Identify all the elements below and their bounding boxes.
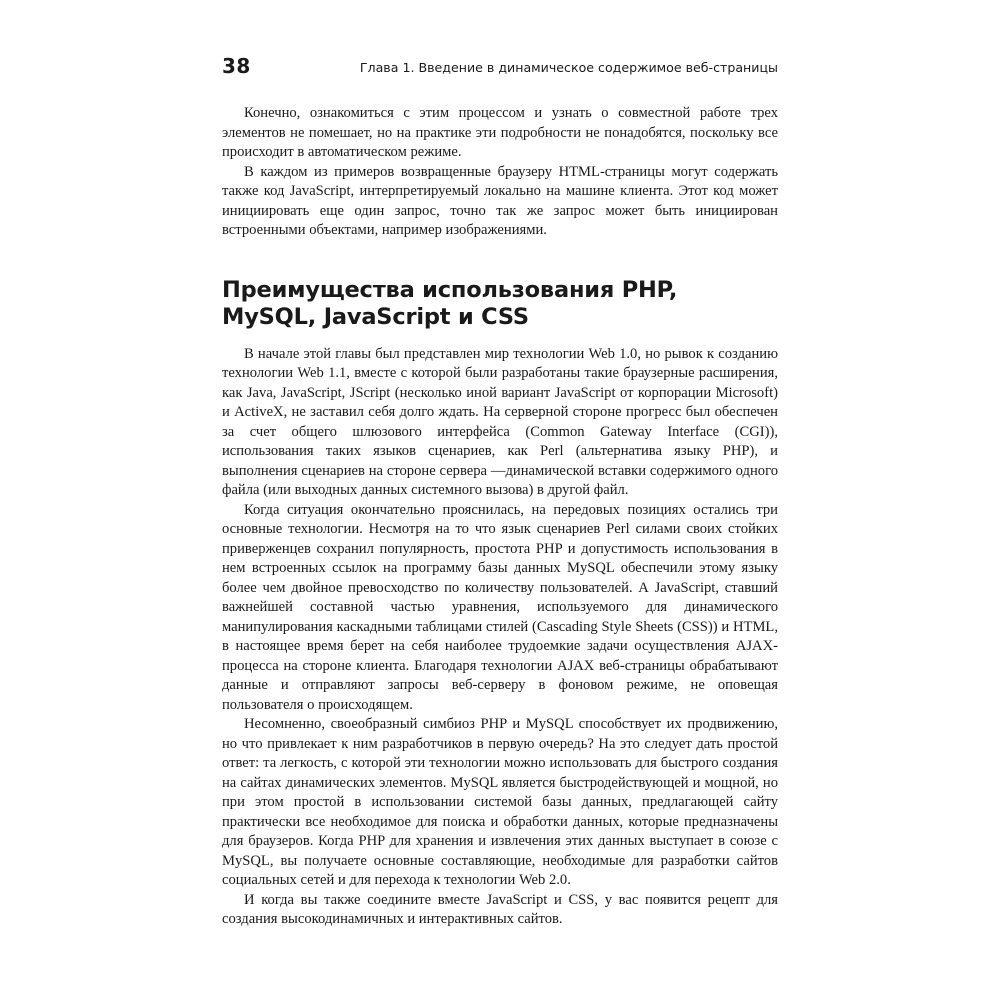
section-heading bbox=[222, 277, 778, 331]
running-header bbox=[222, 48, 778, 88]
section-paragraph-3: Несомненно, своеобразный симбиоз PHP и MySQL способствует их продвижению, но что привлекает к ним разработчиков в первую очередь? На это следует дать простой ответ: та легкость, с которой эти технологии можно использовать для быстрого создания на сайтах динамических элементов. MySQL является быстродействующей и мощной, но при этом простой в использовании системой базы данных, предлагающей сайту практически все необходимое для поиска и обработки данных, которые предназначены для браузеров. Когда PHP для хранения и извлечения этих данных выступает в союзе с MySQL, вы получаете основные составляющие, необходимые для разработки сайтов социальных сетей и для перехода к технологии Web 2.0. bbox=[222, 716, 778, 888]
intro-paragraph-2: В каждом из примеров возвращенные браузеру HTML-страницы могут содержать также код JavaScript, интерпретируемый локально на машине клиента. Этот код может инициировать еще один запрос, точно так же запрос может быть инициирован встроенными объектами, например изображениями. bbox=[222, 163, 778, 238]
section-heading-line-2: MySQL, JavaScript и CSS bbox=[222, 303, 529, 330]
section-heading-line-1: Преимущества использования PHP, bbox=[222, 276, 678, 303]
book-page bbox=[222, 48, 778, 988]
section-paragraph-4: И когда вы также соедините вместе JavaScript и CSS, у вас появится рецепт для создания высокодинамичных и интерактивных сайтов. bbox=[222, 891, 778, 927]
intro-text bbox=[222, 104, 778, 241]
chapter-running-title: Глава 1. Введение в динамическое содержимое веб-страницы bbox=[359, 60, 778, 75]
page-number: 38 bbox=[222, 54, 251, 78]
section-paragraph-2: Когда ситуация окончательно прояснилась, на передовых позициях остались три основные технологии. Несмотря на то что язык сценариев Perl силами своих стойких приверженцев сохранил популярность, простота PHP и допустимость использования в нем встроенных ссылок на программу базы данных MySQL обеспечили этому языку более чем двойное превосходство по количеству пользователей. А JavaScript, ставший важнейшей составной частью уравнения, используемого для динамического манипулирования каскадными таблицами стилей (Cascading Style Sheets (CSS)) и HTML, в настоящее время берет на себя наиболее трудоемкие задачи осуществления AJAX-процесса на стороне клиента. Благодаря технологии AJAX веб-страницы обрабатывают данные и отправляют запросы веб-серверу в фоновом режиме, не оповещая пользователя о происходящем. bbox=[222, 501, 778, 713]
section-paragraph-1: В начале этой главы был представлен мир технологии Web 1.0, но рывок к созданию технологии Web 1.1, вместе с которой были разработаны такие браузерные расширения, как Java, JavaScript, JScript (несколько иной вариант JavaScript от корпорации Microsoft) и ActiveX, не заставил себя долго ждать. На серверной стороне прогресс был обеспечен за счет общего шлюзового интерфейса (Common Gateway Interface (CGI)), использования таких языков сценариев, как Perl (альтернатива языку PHP), и выполнения сценариев на стороне сервера —динамической вставки содержимого одного файла (или выходных данных системного вызова) в другой файл. bbox=[222, 345, 778, 498]
section-body bbox=[222, 345, 778, 930]
intro-paragraph-1: Конечно, ознакомиться с этим процессом и узнать о совместной работе трех элементов не помешает, но на практике эти подробности не понадобятся, поскольку все происходит в автоматическом режиме. bbox=[222, 105, 778, 160]
